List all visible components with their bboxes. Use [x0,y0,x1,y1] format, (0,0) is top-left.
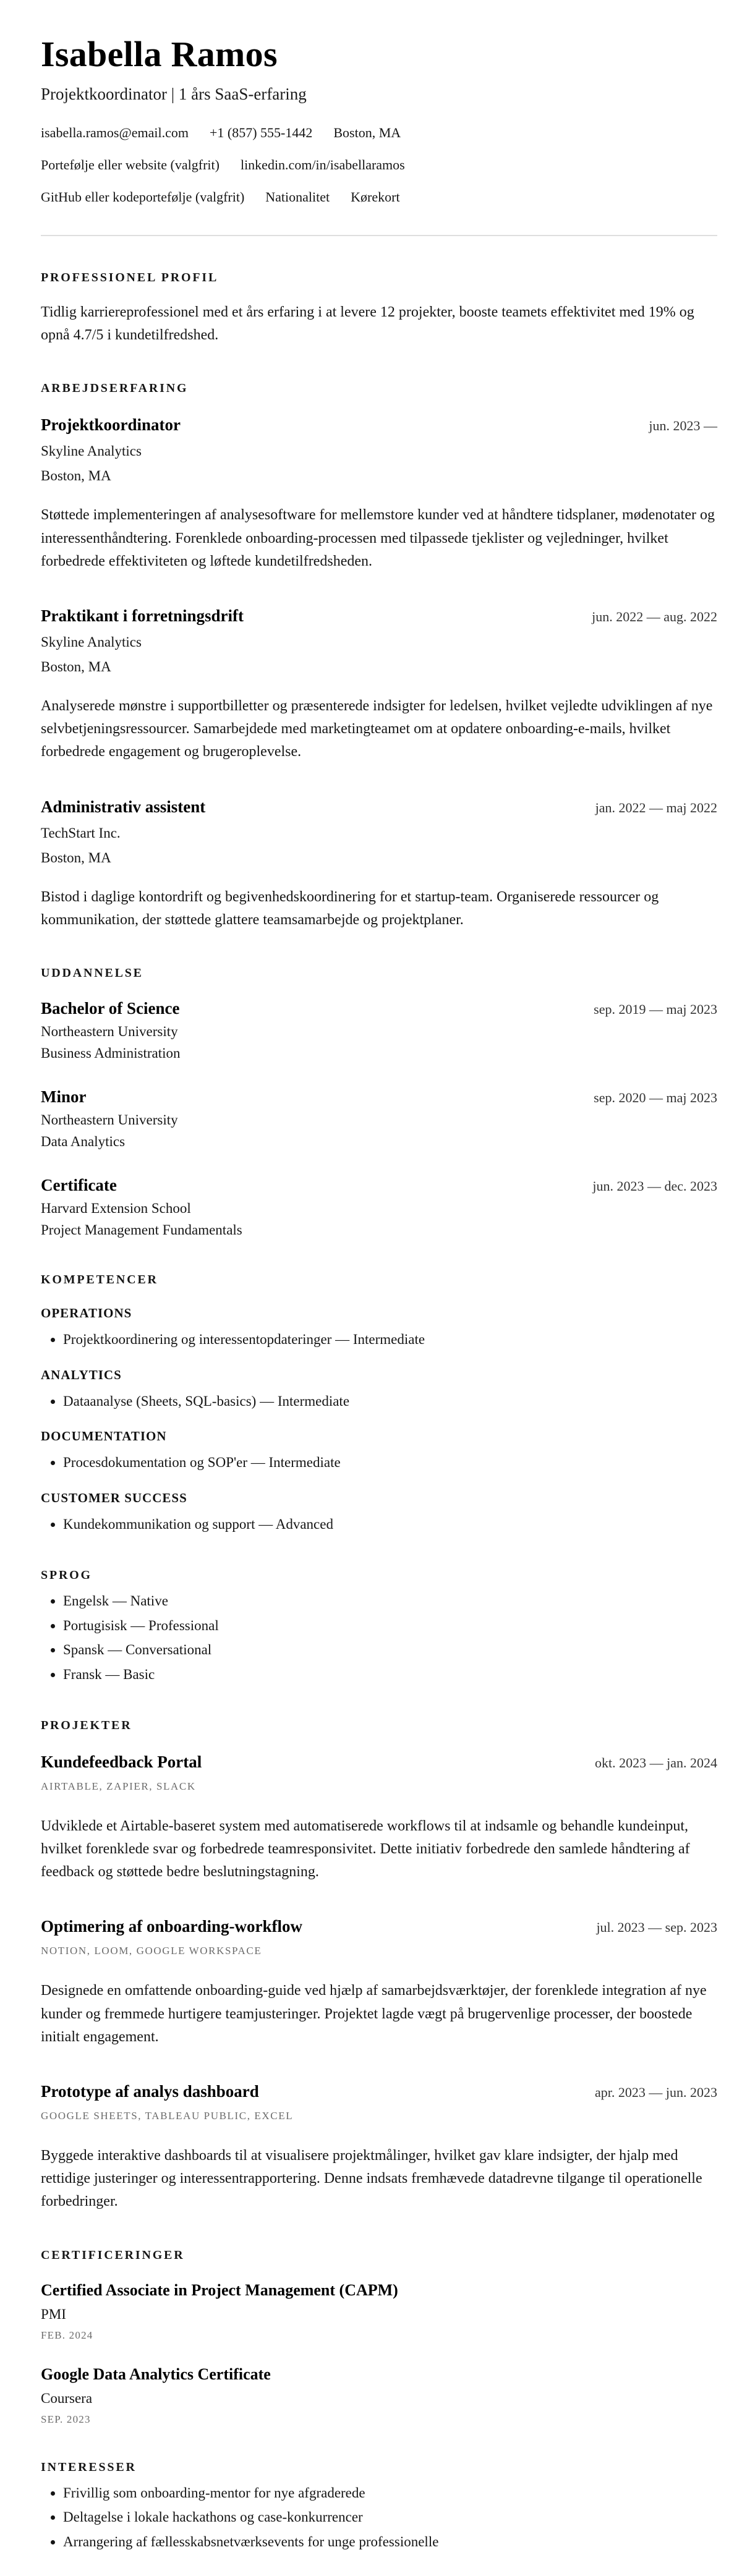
education-dates: sep. 2019 — maj 2023 [594,1001,717,1017]
interests-heading: INTERESSER [41,2460,137,2474]
section-skills [41,1273,717,1534]
contact-row-3 [41,189,717,205]
interest-list [41,2485,717,2551]
job-company: Skyline Analytics [41,443,142,459]
project-title: Prototype af analys dashboard [41,2082,259,2101]
education-school: Northeastern University [41,1023,178,1039]
skill-list [41,1516,717,1534]
education-item [41,1087,717,1150]
education-dates: jun. 2023 — dec. 2023 [592,1178,717,1194]
job-title-row [41,606,717,626]
contact-location: Boston, MA [333,125,401,140]
section-profile [41,271,717,347]
contact-github: GitHub eller kodeportefølje (valgfrit) [41,189,245,205]
job-location: Boston, MA [41,849,111,865]
job-description: Støttede implementeringen af analysesoftware for mellemstore kunder ved at håndtere tidsplaner, mødenotater og interessenthåndtering. Forenklede onboarding-processen med tilpassede tjeklister og vejledninger, hvilket forbedrede effektiviteten og løftede kundetilfredsheden. [41,507,715,569]
education-school: Harvard Extension School [41,1200,191,1216]
certification-issuer: PMI [41,2306,66,2322]
education-item [41,1176,717,1238]
job-dates: jun. 2022 — aug. 2022 [592,608,717,624]
skills-heading: KOMPETENCER [41,1272,158,1286]
education-dates: sep. 2020 — maj 2023 [594,1089,717,1105]
project-title-row [41,1917,717,1936]
contact-drivers-license: Kørekort [351,189,400,205]
certification-item [41,2281,717,2342]
education-field: Project Management Fundamentals [41,1222,242,1238]
job-dates: jan. 2022 — maj 2022 [595,799,717,815]
contact-website: Portefølje eller website (valgfrit) [41,157,220,172]
language-list [41,1592,717,1684]
education-degree: Certificate [41,1175,117,1194]
work-heading: ARBEJDSERFARING [41,381,189,396]
project-item [41,1917,717,2049]
contact-linkedin: linkedin.com/in/isabellaramos [240,157,405,172]
contact-nationality: Nationalitet [265,189,330,205]
project-description: Designede en omfattende onboarding-guide ved hjælp af samarbejdsværktøjer, der forenklede integration af nye kunder og fremmede hurtigere teamjusteringer. Projektet lagde vægt på brugervenlige processer, der boostede initialt engagement. [41,1983,707,2045]
education-field: Data Analytics [41,1133,126,1149]
skill-category: ANALYTICS [41,1367,122,1382]
education-title-row [41,1176,717,1195]
education-degree: Minor [41,1087,87,1106]
section-work-experience [41,381,717,932]
project-item [41,1753,717,1884]
project-description: Byggede interaktive dashboards til at visualisere projektmålinger, hvilket gav klare indsigter, der hjalp med rettidige justeringer og interessentrapportering. Denne indsats fremhævede datadrevne tilgange til operationelle forbedringer. [41,2148,702,2210]
language-item: • Spansk — Conversational [63,1641,717,1659]
project-title-row [41,1753,717,1772]
language-item: • Fransk — Basic [63,1666,717,1684]
certification-date: SEP. 2023 [41,2413,91,2425]
education-heading: UDDANNELSE [41,966,143,980]
header-divider [41,235,717,236]
job-description: Bistod i daglige kontordrift og begivenhedskoordinering for et startup-team. Organiserede ressourcer og kommunikation, der støttede glattere teamsamarbejde og projektplaner. [41,888,659,928]
certification-date: FEB. 2024 [41,2329,93,2341]
education-degree: Bachelor of Science [41,998,180,1018]
job-title: Praktikant i forretningsdrift [41,606,244,625]
profile-heading: PROFESSIONEL PROFIL [41,271,219,284]
skill-group [41,1306,717,1349]
resume-document [41,33,717,2551]
project-title: Kundefeedback Portal [41,1752,202,1771]
contact-email: isabella.ramos@email.com [41,125,189,140]
education-title-row [41,1087,717,1107]
skill-group [41,1367,717,1411]
contact-info [41,125,717,205]
skill-category: CUSTOMER SUCCESS [41,1490,187,1506]
skill-list [41,1331,717,1349]
project-dates: apr. 2023 — jun. 2023 [595,2085,717,2100]
job-title-row [41,797,717,817]
job-title: Projektkoordinator [41,415,181,435]
contact-phone: +1 (857) 555-1442 [209,125,313,140]
projects-heading: PROJEKTER [41,1718,132,1732]
job-dates: jun. 2023 — [649,418,717,434]
profile-summary: Tidlig karriereprofessionel med et års erfaring i at levere 12 projekter, booste teamets effektivitet med 19% og opnå 4.7/5 i kundetilfredshed. [41,304,694,344]
skill-item: • Procesdokumentation og SOP'er — Intermediate [63,1454,717,1472]
skill-group [41,1490,717,1534]
education-title-row [41,999,717,1018]
project-tools: NOTION, LOOM, GOOGLE WORKSPACE [41,1945,262,1957]
job-description: Analyserede mønstre i supportbilletter og præsenterede indsigter for ledelsen, hvilket vejledte udviklingen af nye selvbetjeningsressourcer. Samarbejdede med marketingteamet om at opdatere onboarding-e-mails, hvilket forbedrede engagement og brugeroplevelse. [41,697,713,760]
certification-name: Certified Associate in Project Management (CAPM) [41,2281,398,2299]
project-title: Optimering af onboarding-workflow [41,1917,303,1936]
job-item [41,797,717,932]
job-company: Skyline Analytics [41,634,142,650]
education-school: Northeastern University [41,1112,178,1128]
job-company: TechStart Inc. [41,825,121,841]
education-item [41,999,717,1061]
job-location: Boston, MA [41,658,111,674]
language-item: • Portugisisk — Professional [63,1617,717,1635]
section-languages [41,1568,717,1684]
section-projects [41,1719,717,2214]
skill-group [41,1429,717,1472]
project-item [41,2082,717,2214]
project-title-row [41,2082,717,2101]
interest-item: • Frivillig som onboarding-mentor for nye afgraderede [63,2485,717,2502]
job-title-row [41,415,717,435]
candidate-title: Projektkoordinator | 1 års SaaS-erfaring [41,85,307,103]
resume-header [41,33,717,205]
job-item [41,415,717,573]
languages-heading: SPROG [41,1568,92,1582]
project-description: Udviklede et Airtable-baseret system med automatiserede workflows til at indsamle og behandle kundeinput, hvilket forenklede svar og forbedrede teamresponsivitet. Dette initiativ forbedrede den samlede håndtering af feedback og støttede bedre beslutningstagning. [41,1817,690,1881]
skill-list [41,1454,717,1472]
candidate-name: Isabella Ramos [41,34,278,74]
interest-item: • Arrangering af fællesskabsnetværksevents for unge professionelle [63,2533,717,2551]
language-item: • Engelsk — Native [63,1592,717,1610]
section-certifications [41,2248,717,2426]
contact-row-2 [41,157,717,173]
job-title: Administrativ assistent [41,797,206,816]
project-dates: okt. 2023 — jan. 2024 [595,1754,717,1770]
certification-name: Google Data Analytics Certificate [41,2365,271,2383]
contact-row-1 [41,125,717,141]
skill-list [41,1393,717,1411]
skill-item: • Projektkoordinering og interessentopdateringer — Intermediate [63,1331,717,1349]
education-field: Business Administration [41,1045,181,1061]
certification-item [41,2365,717,2426]
skill-category: OPERATIONS [41,1305,132,1320]
job-item [41,606,717,764]
certification-issuer: Coursera [41,2390,93,2406]
certifications-heading: CERTIFICERINGER [41,2248,185,2262]
skill-item: • Kundekommunikation og support — Advanced [63,1516,717,1534]
project-tools: GOOGLE SHEETS, TABLEAU PUBLIC, EXCEL [41,2110,294,2122]
skill-category: DOCUMENTATION [41,1429,167,1444]
skill-item: • Dataanalyse (Sheets, SQL-basics) — Intermediate [63,1393,717,1411]
job-location: Boston, MA [41,468,111,484]
project-tools: AIRTABLE, ZAPIER, SLACK [41,1780,196,1792]
section-education [41,966,717,1238]
section-interests [41,2460,717,2551]
interest-item: • Deltagelse i lokale hackathons og case-konkurrencer [63,2509,717,2527]
project-dates: jul. 2023 — sep. 2023 [596,1919,717,1936]
